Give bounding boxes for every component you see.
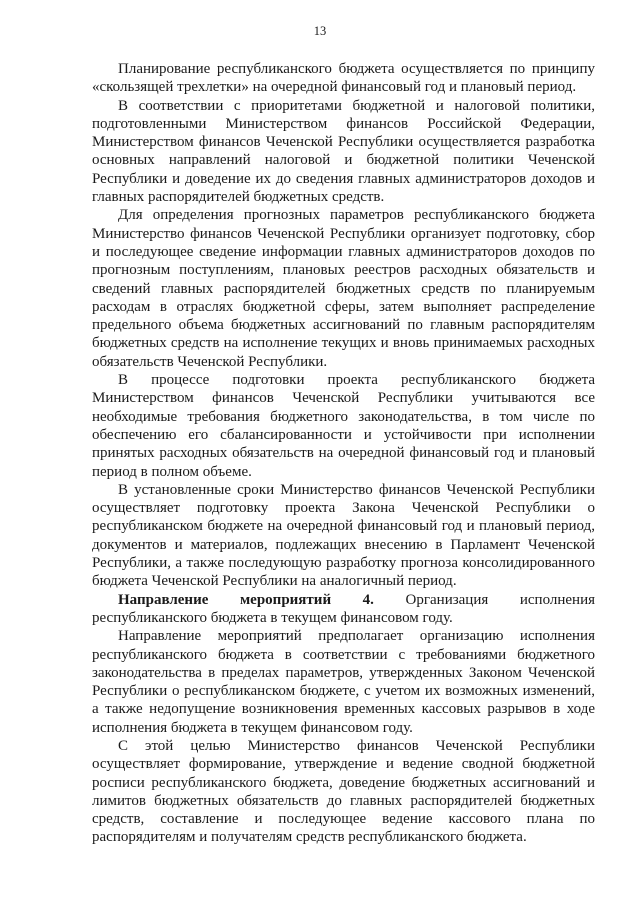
paragraph-forecast-parameters: Для определения прогнозных параметров республиканского бюджета Министерство финансов Чеченской Республики организует подготовку, сбор и последующее сведение информации главных администраторов доходов по прогнозным поступлениям, плановых реестров расходных обязательств и сведений главных распорядителей бюджетных средств по планируемым расходам в отраслях бюджетной сферы, затем выполняет распределение предельного объема бюджетных ассигнований по главным распорядителям бюджетных средств на исполнение текущих и вновь принимаемых расходных обязательств Чеченской Республики. xyxy=(92,207,595,370)
paragraph-budget-planning-principle: Планирование республиканского бюджета осуществляется по принципу «скользящей трехлетки» на очередной финансовый год и плановый период. xyxy=(92,61,595,96)
activity-direction-4-heading: Направление мероприятий 4. xyxy=(118,591,374,608)
paragraph-policy-directions: В соответствии с приоритетами бюджетной и налоговой политики, подготовленными Министерством финансов Российской Федерации, Министерством финансов Чеченской Республики осуществляется разработка основных направлений налоговой и бюджетной политики Чеченской Республики и доведение их до сведения главных администраторов доходов и главных распорядителей бюджетных средств. xyxy=(92,97,595,206)
page-number: 13 xyxy=(313,24,327,38)
activity-direction-4-title: Организация исполнения республиканского бюджета в текущем финансовом году. xyxy=(92,591,595,626)
paragraph-draft-law-preparation: В установленные сроки Министерство финансов Чеченской Республики осуществляет подготовку проекта Закона Чеченской Республики о республиканском бюджете на очередной финансовый год и плановый период, документов и материалов, подлежащих внесению в Парламент Чеченской Республики, а также последующую разработку прогноза консолидированного бюджета Чеченской Республики на аналогичный период. xyxy=(92,481,595,590)
paragraph-draft-preparation-requirements: В процессе подготовки проекта республиканского бюджета Министерством финансов Чеченской Республики учитываются все необходимые требования бюджетного законодательства, в том числе по обеспечению его сбалансированности и устойчивости при исполнении принятых расходных обязательств на очередной финансовый год и плановый период в полном объеме. xyxy=(92,372,595,480)
paragraph-budget-execution-organization: Направление мероприятий предполагает организацию исполнения республиканского бюджета в соответствии с требованиями бюджетного законодательства в пределах параметров, утвержденных Законом Чеченской Республики о республиканском бюджете, с учетом их возможных изменений, а также недопущение возникновения временных кассовых разрывов в ходе исполнения бюджета в текущем финансовом году. xyxy=(92,628,595,736)
document-body xyxy=(92,60,595,847)
paragraph-activity-direction-4 xyxy=(92,591,595,628)
paragraph-budget-schedule-management: С этой целью Министерство финансов Чеченской Республики осуществляет формирование, утверждение и ведение сводной бюджетной росписи республиканского бюджета, доведение бюджетных ассигнований и лимитов бюджетных обязательств до главных распорядителей бюджетных средств, составление и последующее ведение кассового плана по распорядителям и получателям средств республиканского бюджета. xyxy=(92,737,595,846)
